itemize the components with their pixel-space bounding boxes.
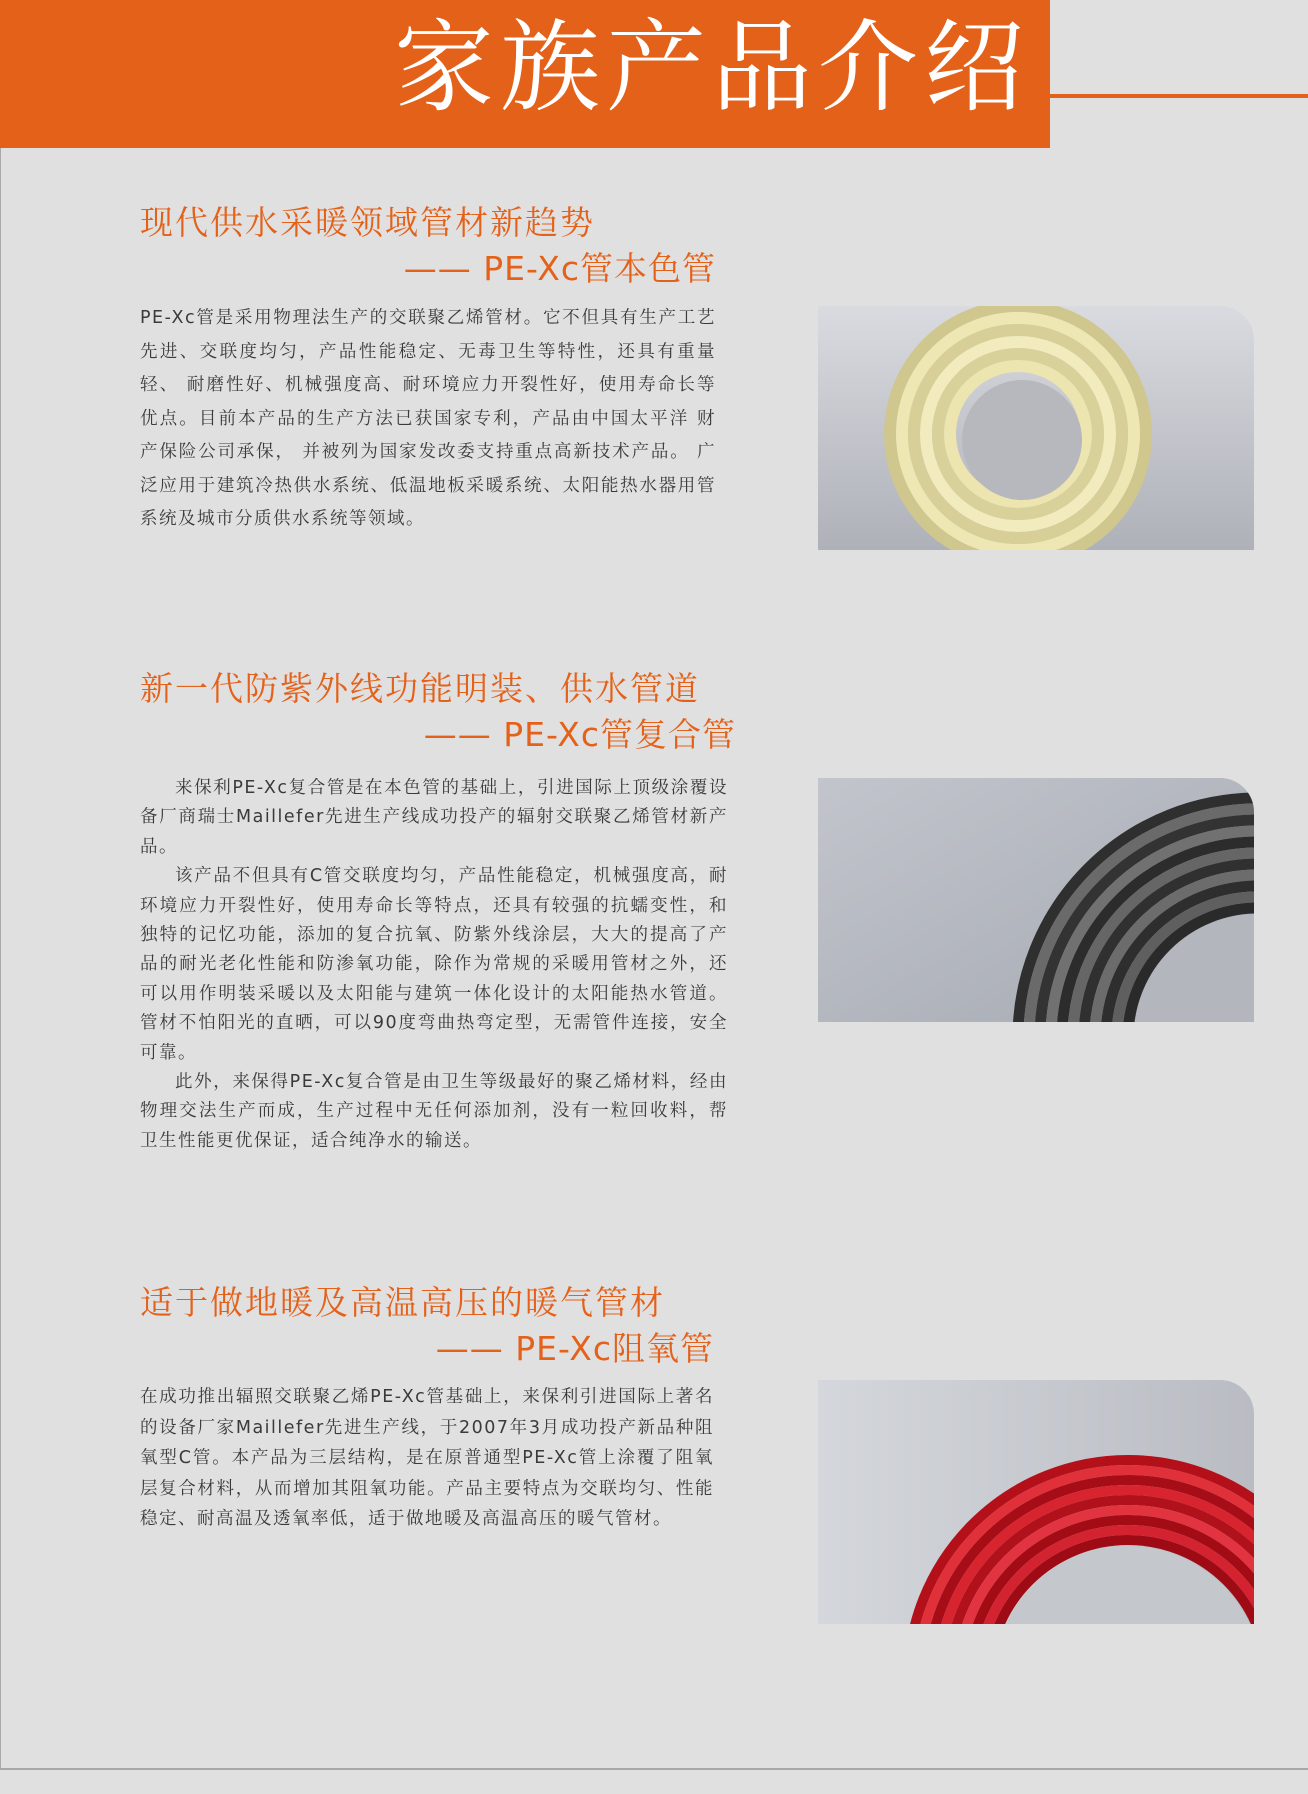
section-body (140, 302, 716, 537)
section-subtitle: —— PE-Xc管复合管 (423, 715, 736, 754)
header-rule (1050, 94, 1308, 98)
section-title: 适于做地暖及高温高压的暖气管材 (140, 1283, 665, 1322)
body-paragraph: PE-Xc管是采用物理法生产的交联聚乙烯管材。它不但具有生产工艺先进、交联度均匀，产品性能稳定、无毒卫生等特性，还具有重量轻、 耐磨性好、机械强度高、耐环境应力开裂性好，使用寿命长等优点。目前本产品的生产方法已获国家专利，产品由中国太平洋 财产保险公司承保， 并被列为国家发改委支持重点高新技术产品。 广泛应用于建筑冷热供水系统、低温地板采暖系统、太阳能热水器用管系统及城市分质供水系统等领域。 (140, 308, 716, 529)
section-oxygen-barrier-pipe (140, 1280, 714, 1535)
section-body (140, 774, 728, 1156)
body-paragraph: 在成功推出辐照交联聚乙烯PE-Xc管基础上，来保利引进国际上著名的设备厂家Maillefer先进生产线，于2007年3月成功投产新品种阻氧型C管。本产品为三层结构，是在原普通型PE-Xc管上涂覆了阻氧层复合材料，从而增加其阻氧功能。产品主要特点为交联均匀、性能稳定、耐高温及透氧率低，适于做地暖及高温高压的暖气管材。 (140, 1387, 714, 1529)
section-natural-pipe (140, 200, 716, 537)
section-title: 新一代防紫外线功能明装、供水管道 (140, 669, 700, 708)
pipe-photo-composite (818, 778, 1254, 1022)
page-title: 家族产品介绍 (394, 9, 1030, 126)
body-paragraph: 该产品不但具有C管交联度均匀，产品性能稳定，机械强度高，耐环境应力开裂性好，使用寿命长等特点，还具有较强的抗蠕变性，和独特的记忆功能，添加的复合抗氧、防紫外线涂层，大大的提高了产品的耐光老化性能和防渗氧功能，除作为常规的采暖用管材之外，还可以用作明装采暖以及太阳能与建筑一体化设计的太阳能热水管道。管材不怕阳光的直晒，可以90度弯曲热弯定型，无需管件连接，安全可靠。 (140, 866, 728, 1063)
header-banner (0, 0, 1050, 148)
section-body (140, 1382, 714, 1535)
pipe-photo-natural (818, 306, 1254, 550)
body-paragraph: 来保利PE-Xc复合管是在本色管的基础上，引进国际上顶级涂覆设备厂商瑞士Maillefer先进生产线成功投产的辐射交联聚乙烯管材新产品。 (140, 778, 728, 857)
section-title: 现代供水采暖领域管材新趋势 (140, 203, 595, 242)
section-subtitle: —— PE-Xc阻氧管 (435, 1329, 714, 1368)
left-margin-rule (0, 148, 1, 1768)
section-composite-pipe (140, 666, 736, 1156)
pipe-photo-oxygen-barrier (818, 1380, 1254, 1624)
body-paragraph: 此外，来保得PE-Xc复合管是由卫生等级最好的聚乙烯材料，经由物理交法生产而成，生产过程中无任何添加剂，没有一粒回收料，帮卫生性能更优保证，适合纯净水的输送。 (140, 1072, 728, 1151)
section-subtitle: —— PE-Xc管本色管 (403, 249, 716, 288)
bottom-rule (0, 1768, 1308, 1770)
